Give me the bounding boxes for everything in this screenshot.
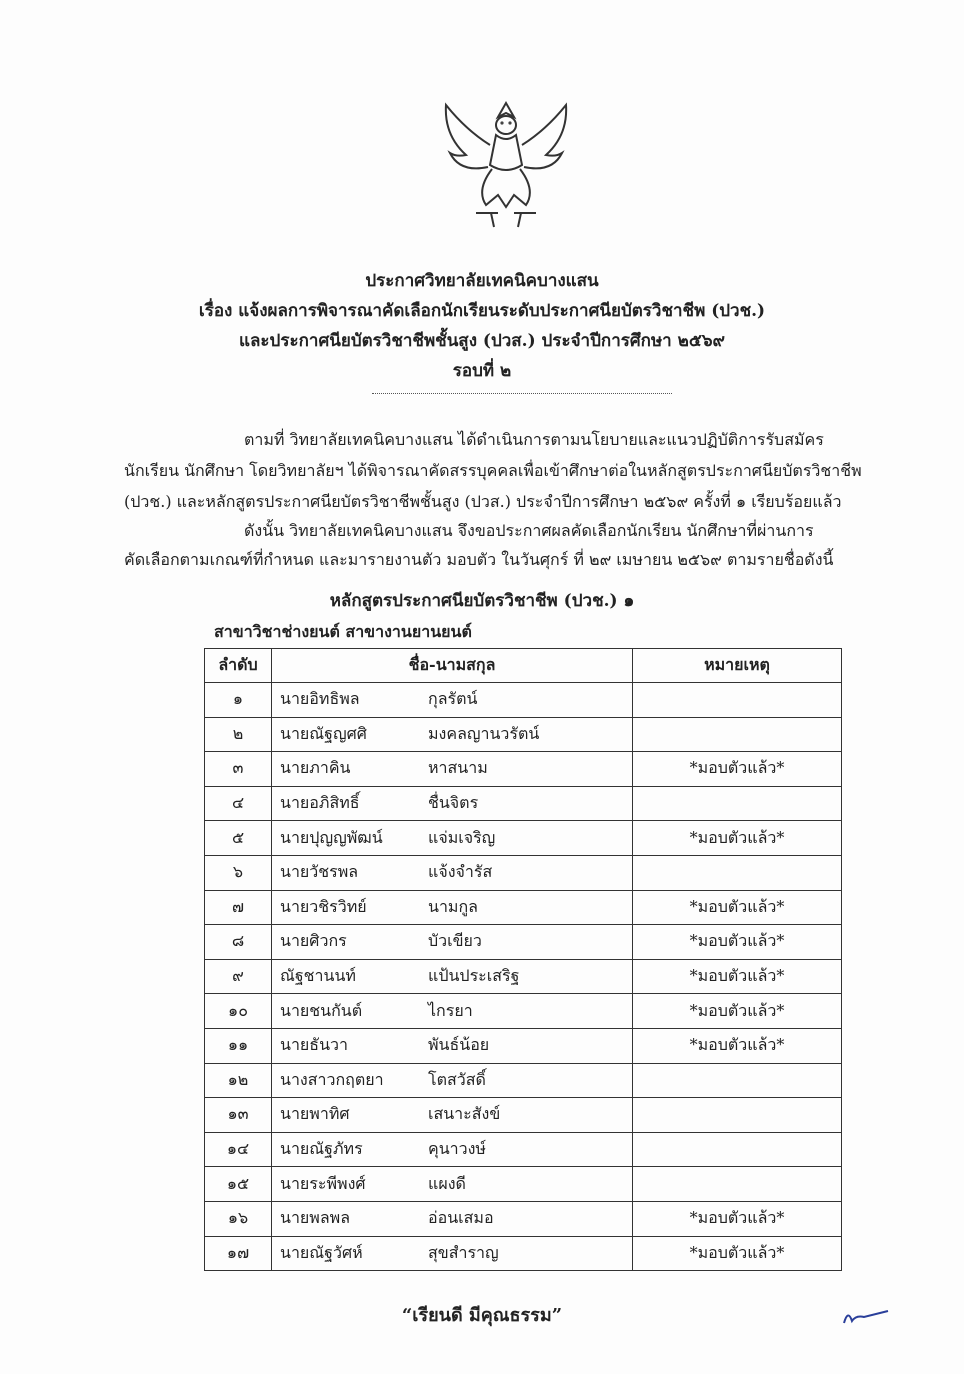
student-name-cell	[272, 1063, 633, 1098]
body-line-5: คัดเลือกตามเกณฑ์ที่กำหนด และมารายงานตัว มอบตัว ในวันศุกร์ ที่ ๒๙ เมษายน ๒๕๖๙ ตามรายชื่อดังนี้	[124, 550, 834, 569]
first-name: นายภาคิน	[280, 758, 351, 778]
body-line-3: (ปวช.) และหลักสูตรประกาศนียบัตรวิชาชีพชั้นสูง (ปวส.) ประจำปีการศึกษา ๒๕๖๙ ครั้งที่ ๑ เรียบร้อยแล้ว	[124, 492, 842, 511]
row-number: ๑	[205, 683, 272, 718]
student-name-cell	[272, 1167, 633, 1202]
student-name-cell	[272, 925, 633, 960]
first-name: นายระพีพงศ์	[280, 1173, 366, 1193]
department-label: สาขาวิชาช่างยนต์ สาขางานยานยนต์	[214, 622, 472, 641]
row-note: *มอบตัวแล้ว*	[633, 925, 842, 960]
first-name: นายณัฐญศศิ	[280, 723, 367, 743]
row-note: *มอบตัวแล้ว*	[633, 994, 842, 1029]
last-name: อ่อนเสมอ	[428, 1208, 494, 1228]
row-number: ๕	[205, 821, 272, 856]
row-number: ๗	[205, 890, 272, 925]
student-name-cell	[272, 1236, 633, 1271]
row-number: ๑๕	[205, 1167, 272, 1202]
student-table	[204, 648, 842, 1271]
row-note	[633, 717, 842, 752]
last-name: แจ้งจำรัส	[428, 862, 493, 882]
last-name: สุขสำราญ	[428, 1242, 499, 1262]
last-name: บัวเขียว	[428, 931, 482, 951]
student-name-cell	[272, 683, 633, 718]
header-note: หมายเหตุ	[633, 649, 842, 683]
first-name: นายพลพล	[280, 1208, 350, 1228]
dotted-divider	[372, 393, 672, 394]
student-name-cell	[272, 855, 633, 890]
row-note: *มอบตัวแล้ว*	[633, 1201, 842, 1236]
row-note: *มอบตัวแล้ว*	[633, 752, 842, 787]
first-name: นายณัฐวัศห์	[280, 1242, 363, 1262]
table-row	[205, 855, 842, 890]
student-name-cell	[272, 1098, 633, 1133]
last-name: กุลรัตน์	[428, 689, 478, 709]
first-name: นายวัชรพล	[280, 862, 359, 882]
last-name: โตสวัสดิ์	[428, 1069, 486, 1089]
last-name: พันธ์น้อย	[428, 1035, 490, 1055]
table-row	[205, 786, 842, 821]
body-line-4: ดังนั้น วิทยาลัยเทคนิคบางแสน จึงขอประกาศผลคัดเลือกนักเรียน นักศึกษาที่ผ่านการ	[244, 521, 814, 540]
title-line-4: รอบที่ ๒	[452, 361, 512, 381]
row-number: ๑๔	[205, 1132, 272, 1167]
table-row	[205, 1167, 842, 1202]
row-note: *มอบตัวแล้ว*	[633, 890, 842, 925]
student-name-cell	[272, 890, 633, 925]
table-row	[205, 717, 842, 752]
row-number: ๑๐	[205, 994, 272, 1029]
student-name-cell	[272, 959, 633, 994]
first-name: นายธันวา	[280, 1035, 348, 1055]
program-title: หลักสูตรประกาศนียบัตรวิชาชีพ (ปวช.) ๑	[329, 591, 635, 611]
first-name: นายอิทธิพล	[280, 689, 360, 709]
last-name: ไกรยา	[428, 1000, 473, 1020]
student-name-cell	[272, 786, 633, 821]
row-number: ๖	[205, 855, 272, 890]
student-name-cell	[272, 821, 633, 856]
row-number: ๘	[205, 925, 272, 960]
row-number: ๒	[205, 717, 272, 752]
table-row	[205, 1132, 842, 1167]
last-name: เสนาะสังข์	[428, 1104, 501, 1124]
row-note	[633, 1132, 842, 1167]
garuda-emblem-icon	[436, 95, 576, 235]
first-name: นายอภิสิทธิ์	[280, 793, 360, 813]
first-name: นายพาทิศ	[280, 1104, 350, 1124]
last-name: มงคลญานวรัตน์	[428, 723, 540, 743]
row-note	[633, 1098, 842, 1133]
row-number: ๔	[205, 786, 272, 821]
student-name-cell	[272, 1201, 633, 1236]
table-row	[205, 683, 842, 718]
row-note: *มอบตัวแล้ว*	[633, 1236, 842, 1271]
last-name: แผงดี	[428, 1173, 466, 1193]
first-name: นายวชิรวิทย์	[280, 896, 367, 916]
last-name: แจ่มเจริญ	[428, 827, 496, 847]
first-name: ณัฐชานนท์	[280, 966, 356, 986]
row-number: ๑๒	[205, 1063, 272, 1098]
row-note	[633, 786, 842, 821]
table-body	[205, 683, 842, 1271]
last-name: หาสนาม	[428, 758, 488, 778]
table-row	[205, 1098, 842, 1133]
row-number: ๑๖	[205, 1201, 272, 1236]
row-note: *มอบตัวแล้ว*	[633, 821, 842, 856]
table-header-row	[205, 649, 842, 683]
body-line-1: ตามที่ วิทยาลัยเทคนิคบางแสน ได้ดำเนินการตามนโยบายและแนวปฏิบัติการรับสมัคร	[244, 430, 824, 449]
row-number: ๓	[205, 752, 272, 787]
first-name: นายศิวกร	[280, 931, 347, 951]
last-name: คุนาวงษ์	[428, 1139, 486, 1159]
last-name: นามกูล	[428, 896, 478, 916]
student-name-cell	[272, 717, 633, 752]
student-name-cell	[272, 994, 633, 1029]
signature-mark-icon	[842, 1305, 890, 1327]
row-number: ๑๑	[205, 1028, 272, 1063]
row-number: ๑๗	[205, 1236, 272, 1271]
last-name: แป้นประเสริฐ	[428, 966, 520, 986]
first-name: นางสาวกฤตยา	[280, 1069, 384, 1089]
table-row	[205, 994, 842, 1029]
table-row	[205, 821, 842, 856]
header-name: ชื่อ-นามสกุล	[272, 649, 633, 683]
table-row	[205, 1201, 842, 1236]
table-row	[205, 1236, 842, 1271]
table-row	[205, 925, 842, 960]
last-name: ชื่นจิตร	[428, 793, 479, 813]
table-row	[205, 1063, 842, 1098]
body-line-2: นักเรียน นักศึกษา โดยวิทยาลัยฯ ได้พิจารณาคัดสรรบุคคลเพื่อเข้าศึกษาต่อในหลักสูตรประกาศนียบัตรวิชาชีพ	[124, 461, 862, 480]
table-row	[205, 1028, 842, 1063]
title-line-3: และประกาศนียบัตรวิชาชีพชั้นสูง (ปวส.) ประจำปีการศึกษา ๒๕๖๙	[239, 331, 725, 351]
row-note	[633, 683, 842, 718]
student-name-cell	[272, 1028, 633, 1063]
first-name: นายชนกันต์	[280, 1000, 363, 1020]
table-row	[205, 752, 842, 787]
row-note: *มอบตัวแล้ว*	[633, 1028, 842, 1063]
title-line-2: เรื่อง แจ้งผลการพิจารณาคัดเลือกนักเรียนระดับประกาศนียบัตรวิชาชีพ (ปวช.)	[198, 301, 766, 321]
school-motto: “เรียนดี มีคุณธรรม”	[401, 1305, 563, 1326]
first-name: นายณัฐภัทร	[280, 1139, 363, 1159]
first-name: นายปุญญพัฒน์	[280, 827, 383, 847]
title-line-1: ประกาศวิทยาลัยเทคนิคบางแสน	[365, 271, 599, 291]
student-name-cell	[272, 1132, 633, 1167]
row-note: *มอบตัวแล้ว*	[633, 959, 842, 994]
row-number: ๙	[205, 959, 272, 994]
table-row	[205, 959, 842, 994]
row-note	[633, 855, 842, 890]
header-number: ลำดับ	[205, 649, 272, 683]
row-note	[633, 1063, 842, 1098]
row-note	[633, 1167, 842, 1202]
row-number: ๑๓	[205, 1098, 272, 1133]
table-row	[205, 890, 842, 925]
student-name-cell	[272, 752, 633, 787]
